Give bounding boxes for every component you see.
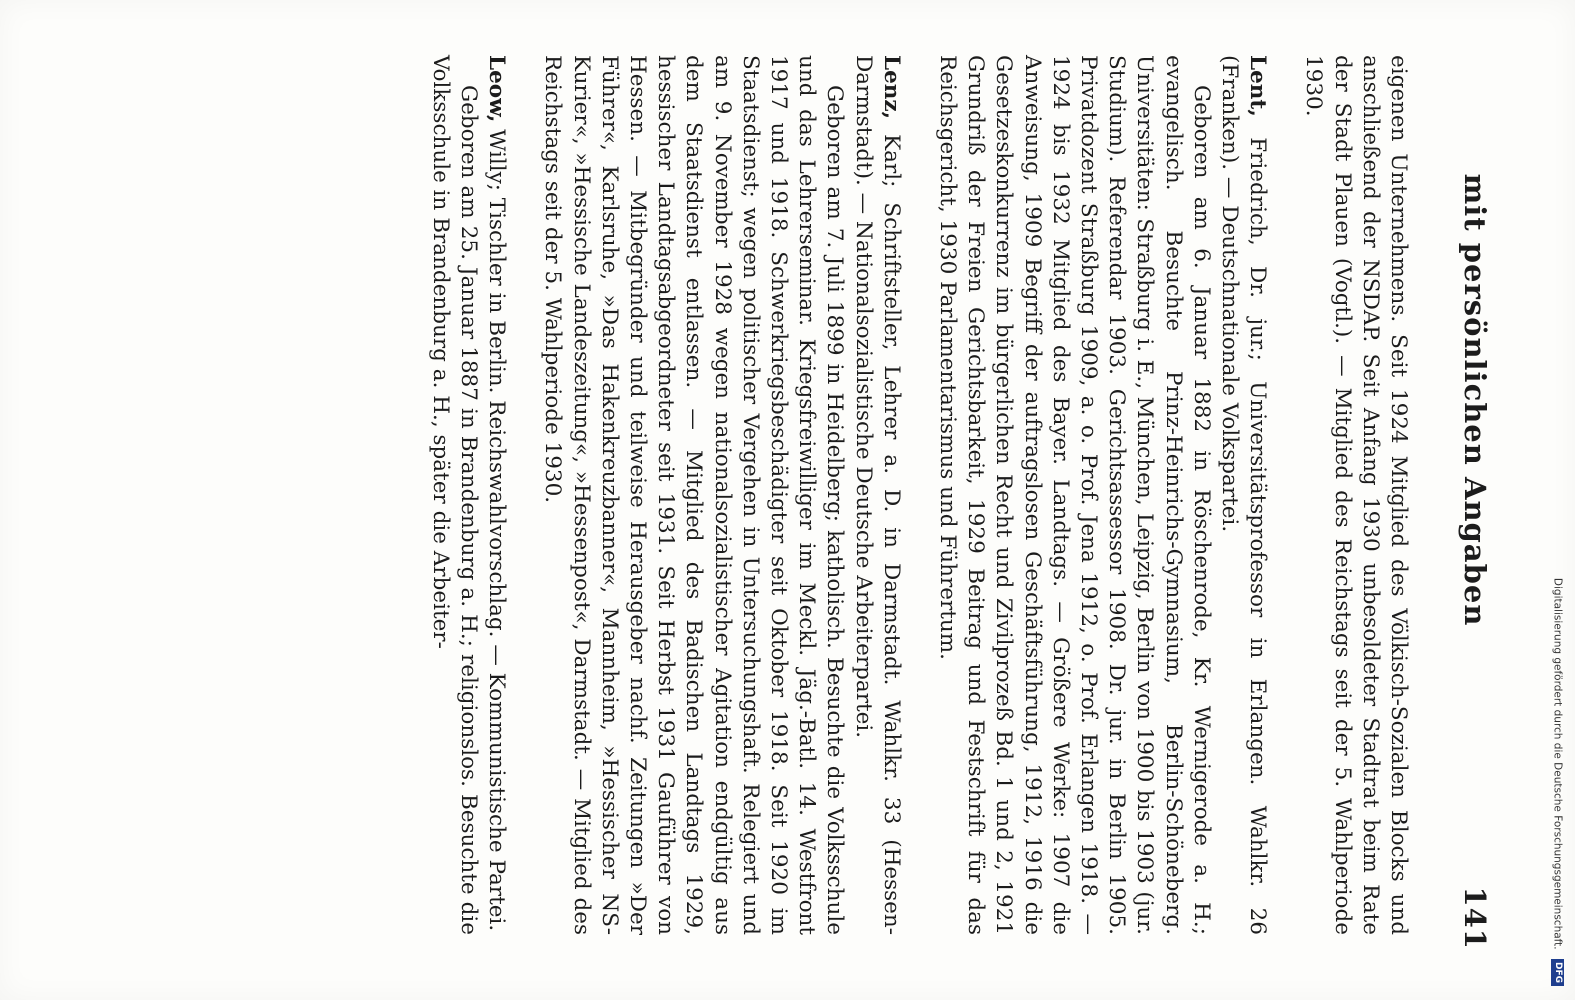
text-column [426,55,1413,935]
entry-lenz-bio: Geboren am 7. Juli 1899 in Heidelberg; katholisch. Besuchte die Volksschule und das Lehrerseminar. Kriegsfreiwilliger im Meckl. Jäg.-Batl. 14. Westfront 1917 und 1918. Schwerkriegsbeschädigter seit Oktober 1918. Seit 1920 im Staatsdienst; wegen politischer Vergehen in Untersuchungshaft. Relegiert und am 9. November 1928 wegen nationalsozialistischer Agitation endgültig aus dem Staatsdienst entlassen. — Mitglied des Badischen Landtags 1929, hessischer Landtagsabgeordneter seit 1931. Seit Herbst 1931 Gauführer von Hessen. — Mitbegründer und teilweise Herausgeber nachf. Zeitungen »Der Führer«, Karlsruhe, »Das Hakenkreuzbanner«, Mannheim, »Hessischer NS-Kurier«, »Hessische Landeszeitung«, »Hessenpost«, Darmstadt. — Mitglied des Reichstags seit der 5. Wahlperiode 1930. [540,55,848,935]
entry-lenz-name: Lenz, [878,55,904,120]
entry-lenz-heading [848,55,904,935]
dfg-logo-icon: DFG [1551,959,1564,986]
entry-lent-heading [1215,55,1271,935]
entry-spacer [510,55,538,935]
continuation-paragraph: eigenen Unternehmens. Seit 1924 Mitglied des Völkisch-Sozialen Blocks und anschließend der NSDAP. Seit Anfang 1930 unbesoldeter Stadtrat beim Rate der Stadt Plauen (Vogtl.). — Mitglied des Reichstags seit der 5. Wahlperiode 1930. [1301,55,1411,935]
page-number: 141 [1458,886,1492,950]
entry-lenz-intro: Karl; Schriftsteller, Lehrer a. D. in Darmstadt. Wahlkr. 33 (Hessen-Darmstadt). — Nationalsozialistische Deutsche Arbeiterpartei. [850,55,904,935]
entry-spacer [1271,55,1299,935]
credit-text: Digitalisierung gefördert durch die Deutsche Forschungsgemeinschaft. [1551,577,1564,950]
page-header [1442,0,1492,1000]
entry-leow-heading [482,55,510,935]
digitization-credit [1542,0,1572,1000]
entry-lent-intro: Friedrich, Dr. jur.; Universitätsprofessor in Erlangen. Wahlkr. 26 (Franken). — Deutschnationale Volkspartei. [1216,55,1271,935]
entry-lent-bio: Geboren am 6. Januar 1882 in Röschenrode, Kr. Wernigerode a. H.; evangelisch. Besuchte Prinz-Heinrichs-Gymnasium, Berlin-Schöneberg. Universitäten: Straßburg i. E., München, Leipzig, Berlin von 1900 bis 1903 (jur. Studium). Referendar 1903. Gerichtsassessor 1908. Dr. jur. in Berlin 1905. Privatdozent Straßburg 1909, a. o. Prof. Jena 1912, o. Prof. Erlangen 1918. — 1924 bis 1932 Mitglied des Bayer. Landtags. — Größere Werke: 1907 die Anweisung, 1909 Begriff der auftragslosen Geschäftsführung, 1912, 1916 die Gesetzeskonkurrenz im bürgerlichen Recht und Zivilprozeß Bd. 1 und 2, 1921 Grundriß der Freien Gerichtsbarkeit, 1929 Beitrag und Festschrift für das Reichsgericht, 1930 Parlamentarismus und Führertum. [934,55,1214,935]
entry-leow-bio: Geboren am 25. Januar 1887 in Brandenburg a. H.; religionslos. Besuchte die Volksschule in Brandenburg a. H., später die Arbeiter- [427,55,481,935]
entry-spacer [905,55,933,935]
entry-leow-intro: Willy; Tischler in Berlin. Reichswahlvorschlag. — Kommunistische Partei. [484,129,510,932]
running-title: mit persönlichen Angaben [1458,173,1492,627]
entry-leow-name: Leow, [484,55,510,123]
entry-lent-name: Lent, [1245,55,1271,117]
